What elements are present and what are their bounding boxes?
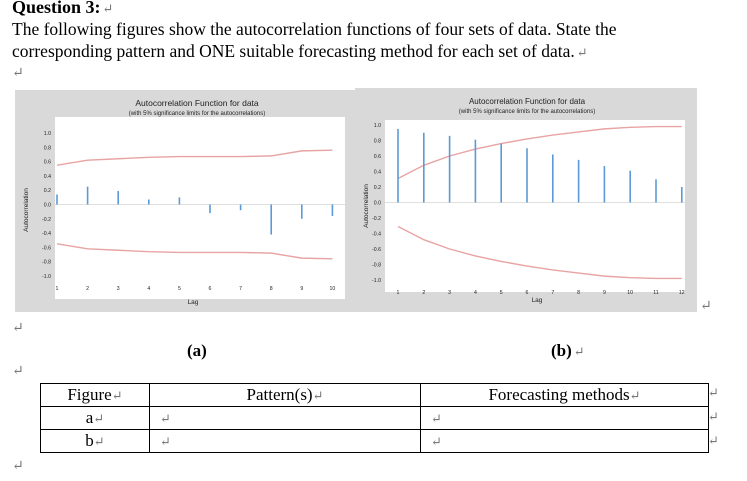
table-row: [41, 407, 709, 430]
chart-b-title: Autocorrelation Function for data: [468, 97, 586, 106]
return-mark-icon: ↵: [431, 434, 442, 449]
paragraph-mark-icon: ↵: [700, 299, 712, 314]
chart-b-xtick-label: 5: [499, 290, 503, 296]
return-mark-icon: ↵: [93, 434, 105, 449]
chart-a-ytick-label: -0.8: [42, 259, 51, 266]
acf-chart-a: [15, 90, 355, 312]
chart-b-xtick-label: 3: [448, 290, 452, 296]
chart-a-ylabel: Autocorrelation: [23, 188, 30, 232]
cell-method-input[interactable]: [421, 407, 709, 430]
chart-b-xtick-label: 8: [577, 290, 581, 296]
chart-a-xtick-label: 1: [55, 286, 59, 292]
answer-table: [40, 383, 709, 453]
chart-a-title: Autocorrelation Function for data: [135, 98, 259, 108]
chart-b-xtick-label: 11: [653, 290, 659, 296]
acf-chart-b: [355, 88, 697, 312]
chart-a-ytick-label: 0.6: [43, 159, 51, 166]
chart-a-ytick-label: -1.0: [42, 274, 51, 280]
return-mark-icon: ↵: [160, 434, 171, 449]
return-mark-icon: ↵: [576, 45, 588, 60]
question-text-line-2: corresponding pattern and ONE suitable forecasting method for each set of data. ↵: [12, 41, 588, 61]
chart-b-xtick-label: 12: [678, 290, 685, 296]
cell-pattern-input[interactable]: [150, 430, 421, 453]
return-mark-icon: ↵: [160, 411, 171, 426]
return-mark-icon: ↵: [312, 388, 324, 403]
chart-b-ytick-label: -0.6: [372, 247, 381, 253]
caption-a: (a): [187, 341, 207, 360]
chart-b-plot-area: [385, 120, 685, 292]
return-mark-icon: ↵: [629, 388, 641, 403]
chart-b-xtick-label: 10: [627, 290, 634, 296]
chart-a-xtick-label: 9: [300, 286, 304, 292]
header-pattern: Pattern(s)↵: [150, 384, 421, 407]
chart-a-xlabel: Lag: [187, 299, 199, 306]
cell-method-input[interactable]: [421, 430, 709, 453]
acf-chart-a-svg: [15, 90, 355, 312]
chart-b-xlabel: Lag: [531, 297, 543, 304]
chart-b-xtick-label: 4: [473, 290, 477, 296]
row-end-mark-icon: ↵: [708, 433, 719, 448]
chart-b-ytick-label: 0.8: [373, 138, 381, 145]
chart-a-ytick-label: 0.2: [43, 188, 51, 195]
chart-a-xtick-label: 5: [177, 286, 181, 292]
chart-a-ytick-label: 0.0: [43, 202, 51, 209]
chart-a-ytick-label: 1.0: [43, 131, 51, 137]
return-mark-icon: ↵: [102, 1, 114, 16]
table-header-row: [41, 384, 709, 407]
chart-b-subtitle: (with 5% significance limits for the autocorrelations): [458, 109, 596, 115]
paragraph-mark-icon: ↵: [12, 364, 24, 379]
chart-b-ylabel: Autocorrelation: [363, 184, 370, 228]
chart-a-xtick-label: 2: [86, 286, 90, 292]
chart-b-xtick-label: 9: [602, 290, 606, 296]
header-forecasting-methods: Forecasting methods↵: [421, 384, 709, 407]
return-mark-icon: ↵: [93, 411, 105, 426]
chart-b-xtick-label: 7: [551, 290, 555, 296]
return-mark-icon: ↵: [573, 344, 585, 359]
chart-b-ytick-label: -1.0: [372, 278, 381, 284]
chart-a-ytick-label: -0.4: [42, 231, 51, 238]
return-mark-icon: ↵: [111, 388, 123, 403]
question-text-line-1: The following figures show the autocorrelation functions of four sets of data. State the: [12, 19, 617, 39]
chart-b-ytick-label: 0.0: [373, 200, 381, 207]
chart-b-ytick-label: 1.0: [373, 123, 381, 129]
chart-a-xtick-label: 10: [329, 286, 336, 292]
acf-chart-b-svg: [355, 88, 697, 312]
chart-a-xtick-label: 4: [147, 286, 151, 292]
chart-b-ytick-label: 0.4: [373, 169, 381, 176]
chart-a-ytick-label: 0.8: [43, 145, 51, 152]
chart-b-xtick-label: 1: [396, 290, 400, 296]
chart-b-ytick-label: -0.4: [372, 231, 381, 238]
chart-b-xtick-label: 2: [422, 290, 426, 296]
cell-figure: b↵: [41, 430, 150, 453]
cell-pattern-input[interactable]: [150, 407, 421, 430]
chart-a-xtick-label: 8: [269, 286, 273, 292]
paragraph-mark-icon: ↵: [12, 321, 24, 336]
chart-b-ytick-label: 0.6: [373, 154, 381, 160]
chart-b-xtick-label: 6: [525, 290, 529, 296]
chart-a-ytick-label: -0.6: [42, 245, 51, 252]
paragraph-mark-icon: ↵: [12, 459, 24, 474]
chart-a-ytick-label: 0.4: [43, 173, 51, 180]
row-end-mark-icon: ↵: [708, 385, 719, 400]
header-figure: Figure↵: [41, 384, 150, 407]
chart-b-ytick-label: 0.2: [373, 185, 381, 191]
chart-a-ytick-label: -0.2: [42, 216, 51, 223]
chart-b-ytick-label: -0.2: [372, 216, 381, 222]
chart-a-xtick-label: 3: [116, 286, 120, 292]
chart-a-subtitle: (with 5% significance limits for the autocorrelations): [128, 111, 266, 117]
return-mark-icon: ↵: [431, 411, 442, 426]
chart-a-xtick-label: 7: [239, 286, 243, 292]
row-end-mark-icon: ↵: [708, 409, 719, 424]
cell-figure: a↵: [41, 407, 150, 430]
paragraph-mark-icon: ↵: [12, 66, 24, 81]
caption-b: (b) ↵: [551, 341, 585, 360]
question-title: Question 3: ↵: [12, 0, 114, 17]
chart-b-ytick-label: -0.8: [372, 262, 381, 269]
chart-a-xtick-label: 6: [208, 286, 212, 292]
table-row: [41, 430, 709, 453]
